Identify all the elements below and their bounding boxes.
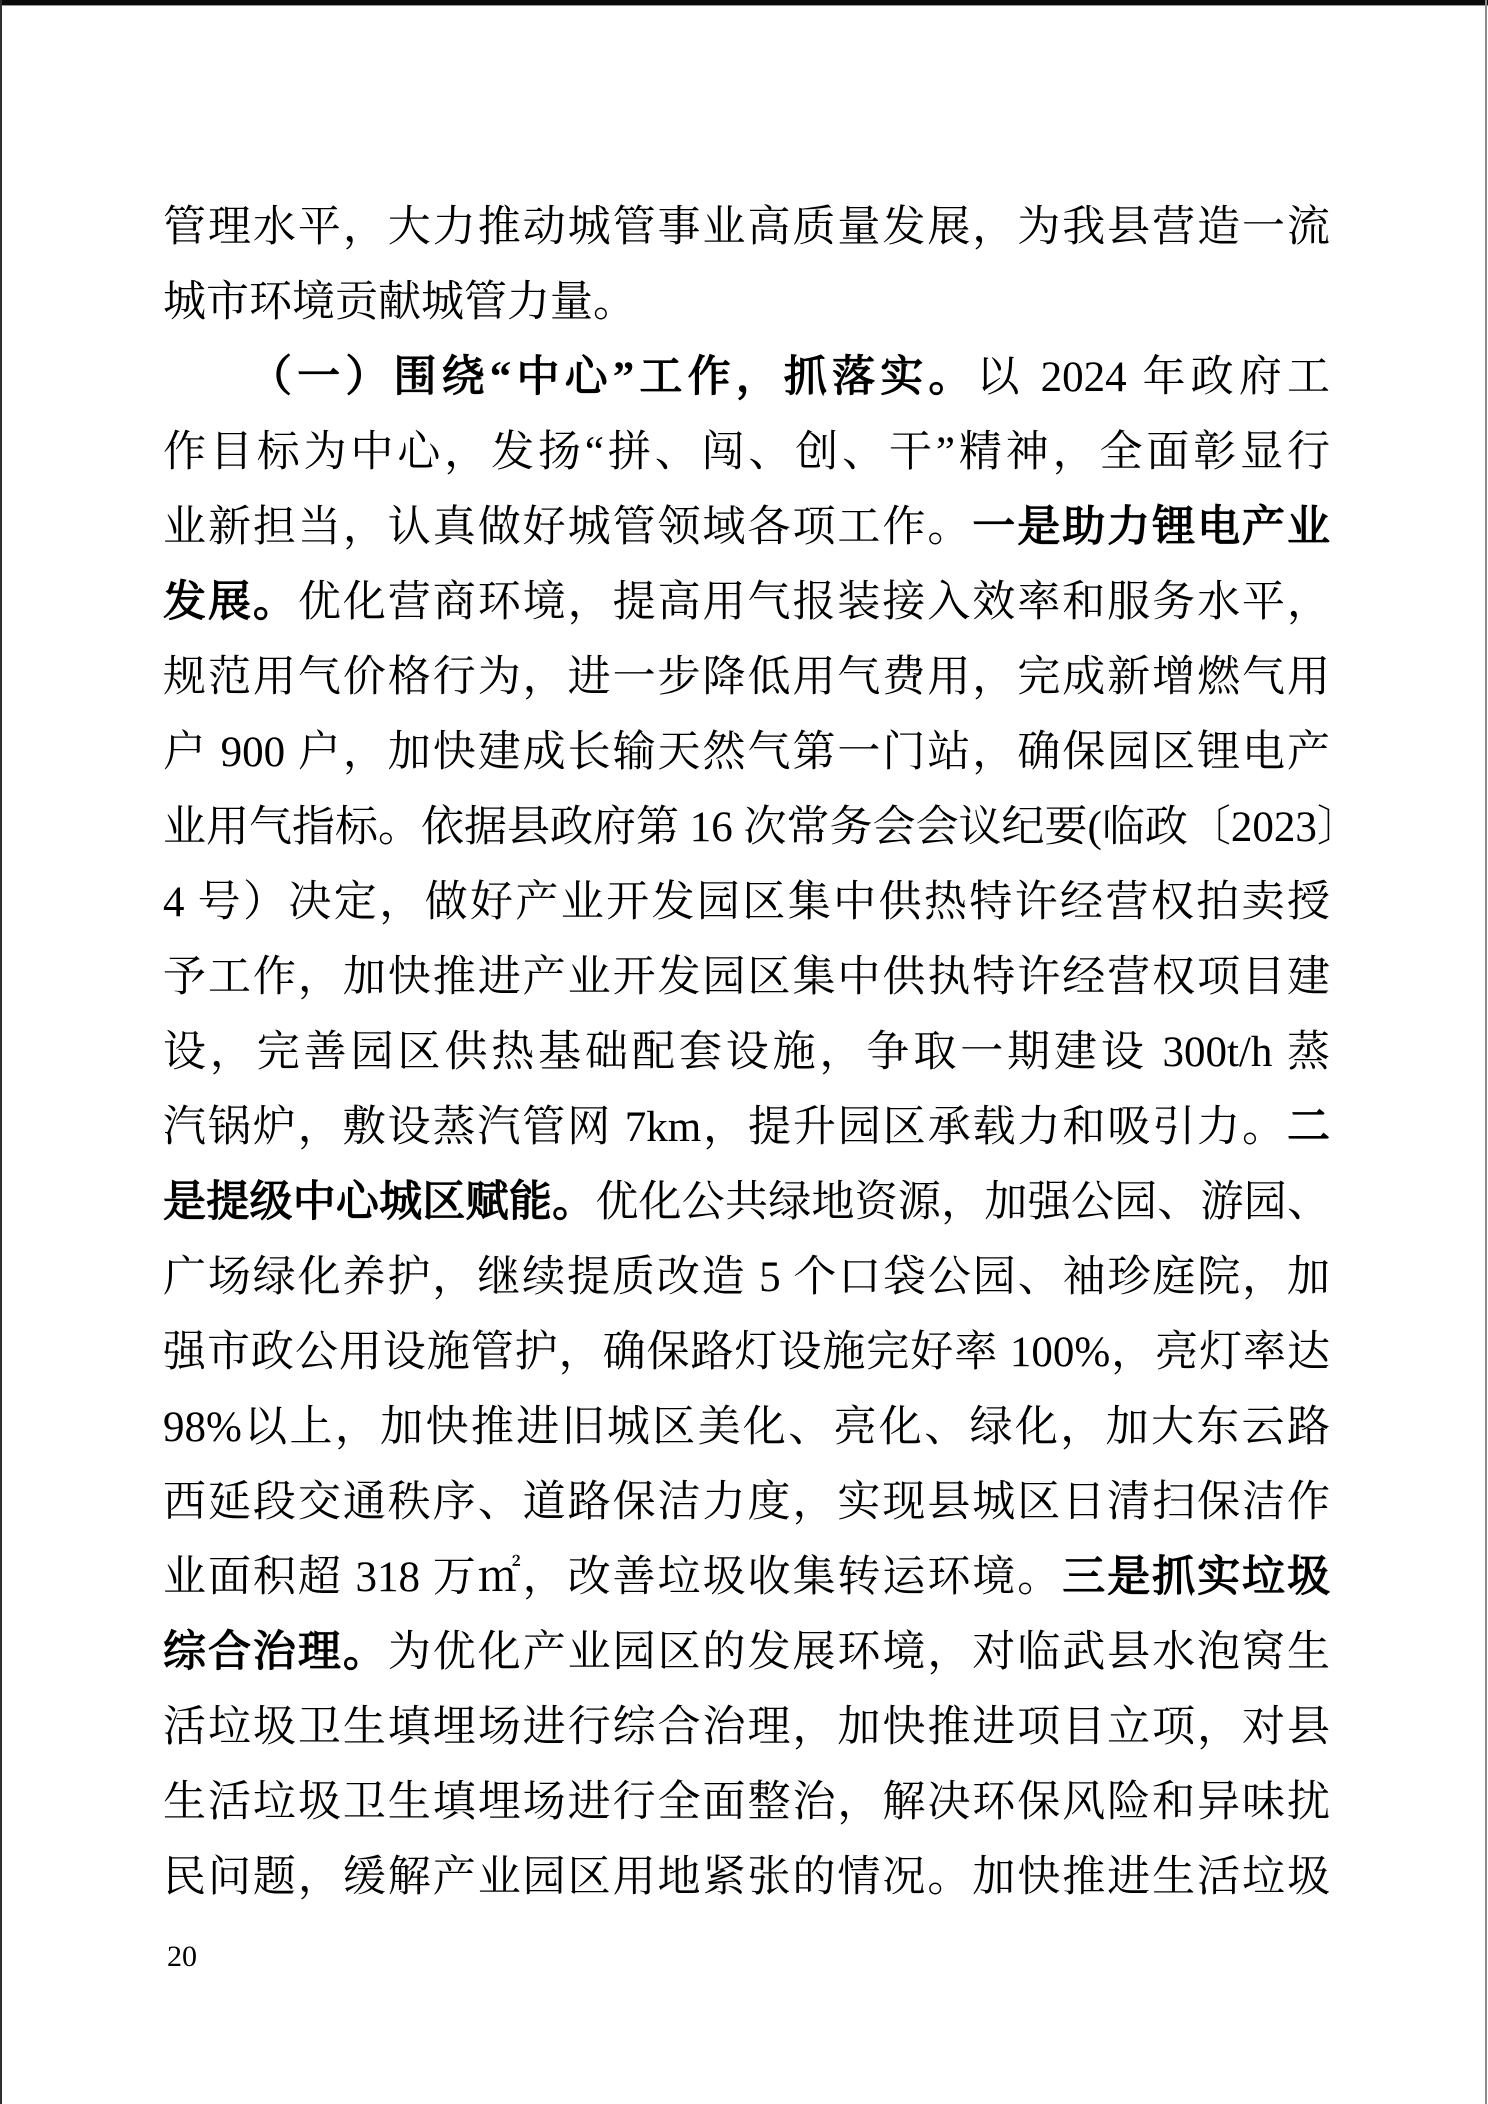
text-line [163,940,1330,1015]
text-segment: 业新担当，认真做好城管领域各项工作。 [163,504,973,551]
text-segment: 予工作，加快推进产业开发园区集中供执特许经营权项目建 [163,954,1330,1001]
text-segment: 以 2024 年政府工 [976,354,1331,401]
text-line [163,340,1330,415]
text-segment: 作目标为中心，发扬“拼、闯、创、干”精神，全面彰显行 [163,429,1330,476]
text-line [163,1615,1330,1690]
text-segment: 户 900 户，加快建成长输天然气第一门站，确保园区锂电产 [163,729,1330,776]
text-segment: 4 号）决定，做好产业开发园区集中供热特许经营权拍卖授 [163,879,1330,926]
text-segment: 优化营商环境，提高用气报装接入效率和服务水平， [297,579,1331,626]
text-segment: 管理水平，大力推动城管事业高质量发展，为我县营造一流 [163,204,1330,251]
document-body [163,190,1360,1915]
text-line [163,1465,1330,1540]
text-line [163,565,1330,640]
text-line [163,715,1330,790]
text-line [163,265,1330,340]
text-segment-bold: 一是助力锂电产业 [972,504,1331,551]
text-line [163,190,1330,265]
text-line [163,1765,1330,1840]
text-segment: 民问题，缓解产业园区用地紧张的情况。加快推进生活垃圾 [163,1854,1330,1901]
text-line [163,640,1330,715]
text-line [163,1390,1330,1465]
text-segment: 汽锅炉，敷设蒸汽管网 7km，提升园区承载力和吸引力。 [163,1104,1287,1151]
text-segment-bold: 是提级中心城区赋能。 [163,1179,596,1226]
text-line [163,1840,1330,1915]
text-segment: 生活垃圾卫生填埋场进行全面整治，解决环保风险和异味扰 [163,1779,1330,1826]
text-line [163,1690,1330,1765]
text-line [163,1315,1330,1390]
text-line [163,1540,1330,1615]
text-segment: 规范用气价格行为，进一步降低用气费用，完成新增燃气用 [163,654,1330,701]
text-segment: 业用气指标。依据县政府第 16 次常务会会议纪要(临政〔2023〕 [163,804,1360,851]
scan-artifact-top-bar [0,0,1488,6]
text-segment-bold: （一）围绕“中心”工作，抓落实。 [249,354,977,401]
text-line [163,1090,1330,1165]
text-segment-bold: 发展。 [163,579,298,626]
text-line [163,865,1330,940]
text-segment: 广场绿化养护，继续提质改造 5 个口袋公园、袖珍庭院，加 [163,1254,1330,1301]
text-line [163,1165,1330,1240]
text-segment-bold: 综合治理。 [163,1629,388,1676]
text-segment: 西延段交通秩序、道路保洁力度，实现县城区日清扫保洁作 [163,1479,1330,1526]
text-segment: 优化公共绿地资源，加强公园、游园、 [595,1179,1331,1226]
text-line [163,790,1360,865]
text-segment: 强市政公用设施管护，确保路灯设施完好率 100%，亮灯率达 [163,1329,1330,1376]
page-number: 20 [167,1940,197,1973]
text-segment-bold: 三是抓实垃圾 [1062,1554,1331,1601]
scan-artifact-left-line [0,0,2,2104]
text-segment: 活垃圾卫生填埋场进行综合治理，加快推进项目立项，对县 [163,1704,1330,1751]
text-segment: 为优化产业园区的发展环境，对临武县水泡窝生 [387,1629,1331,1676]
text-line [163,1015,1330,1090]
text-segment: 业面积超 318 万㎡，改善垃圾收集转运环境。 [163,1554,1063,1601]
text-line [163,490,1330,565]
text-segment-bold: 二 [1287,1104,1330,1151]
text-line [163,415,1330,490]
scan-artifact-right-line [1485,0,1487,2104]
text-segment: 98%以上，加快推进旧城区美化、亮化、绿化，加大东云路 [163,1404,1330,1451]
text-line [163,1240,1330,1315]
text-segment: 设，完善园区供热基础配套设施，争取一期建设 300t/h 蒸 [163,1029,1330,1076]
text-segment: 城市环境贡献城管力量。 [163,279,636,326]
